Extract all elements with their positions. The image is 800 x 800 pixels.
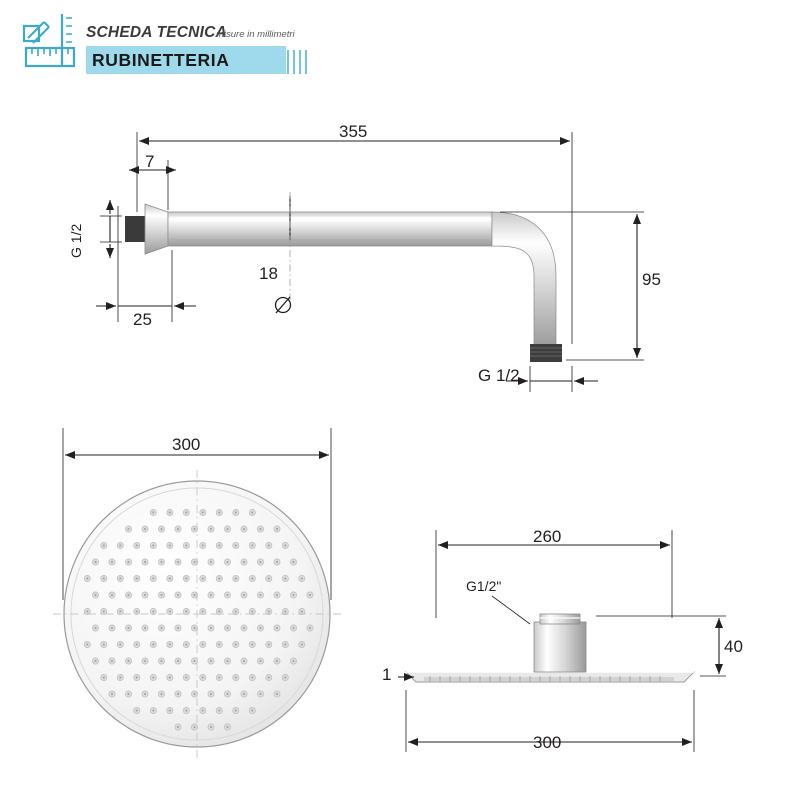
label-head-thread: G1/2" bbox=[466, 578, 502, 594]
dim-plate-thickness: 1 bbox=[382, 665, 392, 684]
page-subtitle: misure in millimetri bbox=[216, 29, 295, 40]
dim-arm-length: 355 bbox=[339, 122, 368, 141]
dim-flange-diameter: 25 bbox=[133, 310, 152, 329]
category-label: RUBINETTERIA bbox=[92, 50, 230, 70]
dim-head-diameter: 300 bbox=[172, 435, 201, 454]
shower-head-side-view bbox=[398, 530, 726, 752]
header-tick-marks bbox=[288, 50, 306, 74]
label-inlet-thread: G 1/2 bbox=[68, 223, 84, 258]
label-outlet-thread: G 1/2 bbox=[478, 366, 520, 385]
dim-connector-height: 40 bbox=[724, 637, 743, 656]
diameter-symbol-icon bbox=[276, 297, 291, 313]
technical-drawing-icon bbox=[24, 14, 74, 66]
dim-tube-diameter: 18 bbox=[259, 264, 278, 283]
dim-flange-thickness: 7 bbox=[145, 152, 155, 171]
page-title: SCHEDA TECNICA bbox=[86, 24, 227, 41]
dim-plate-outer: 300 bbox=[533, 733, 562, 752]
dim-plate-inner: 260 bbox=[533, 527, 562, 546]
shower-arm-side-view bbox=[96, 132, 644, 392]
shower-head-top-view bbox=[53, 428, 341, 758]
dim-drop-height: 95 bbox=[642, 270, 661, 289]
